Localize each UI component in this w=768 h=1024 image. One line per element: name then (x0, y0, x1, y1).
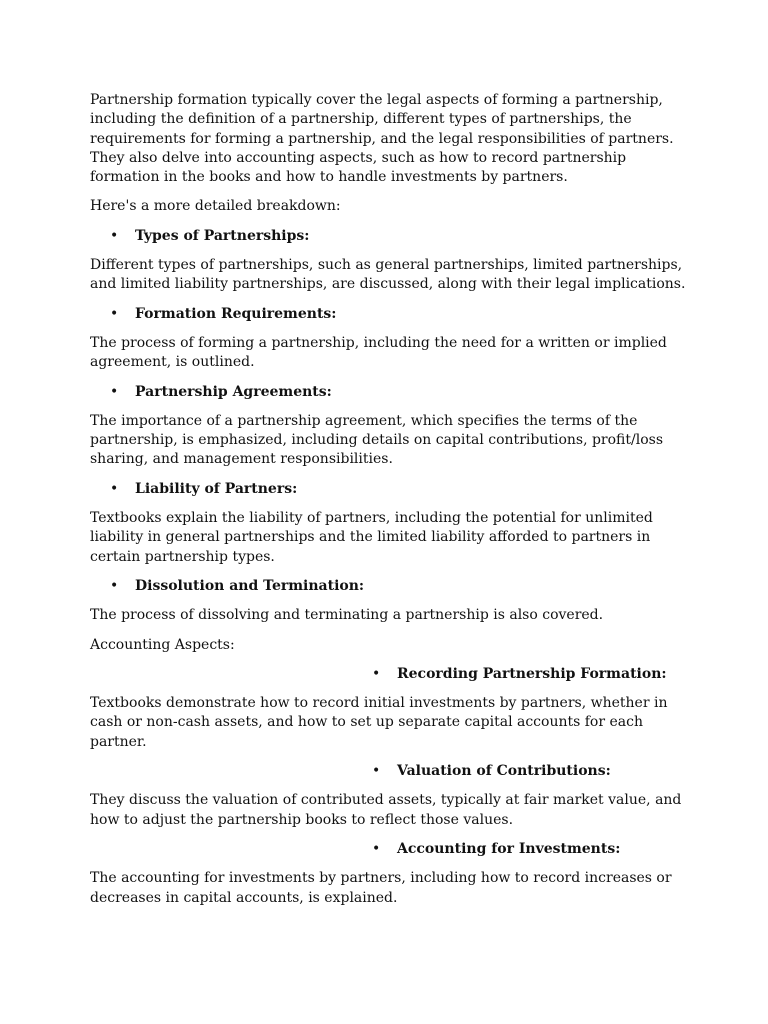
bullet-recording-formation (90, 665, 690, 684)
bullet-dissolution-termination (90, 577, 690, 596)
accounting-aspects-heading: Accounting Aspects: (90, 636, 235, 653)
bullet-icon: • (372, 840, 381, 857)
types-paragraph: Different types of partnerships, such as general partnerships, limited partnerships, and limited liability partnerships, are discussed, along with their legal implications. (90, 257, 686, 293)
intro-paragraph: Partnership formation typically cover the legal aspects of forming a partnership, including the definition of a partnership, different types of partnerships, the requirements for forming a partnership, and the legal responsibilities of partners. They also delve into accounting aspects, such as how to record partnership formation in the books and how to handle investments by partners. (90, 92, 674, 186)
bullet-icon: • (110, 383, 119, 400)
bullet-label: Accounting for Investments: (397, 840, 621, 857)
bullet-icon: • (372, 763, 381, 780)
bullet-label: Valuation of Contributions: (397, 763, 611, 780)
bullet-icon: • (110, 305, 119, 322)
bullet-formation-requirements (90, 305, 690, 324)
bullet-label: Recording Partnership Formation: (397, 665, 667, 682)
bullet-label: Types of Partnerships: (135, 227, 310, 244)
bullet-icon: • (372, 665, 381, 682)
document-page (90, 91, 690, 918)
valuation-paragraph: They discuss the valuation of contributed assets, typically at fair market value, and how to adjust the partnership books to reflect those values. (90, 792, 682, 828)
liability-paragraph: Textbooks explain the liability of partners, including the potential for unlimited liability in general partnerships and the limited liability afforded to partners in certain partnership types. (90, 510, 653, 565)
bullet-icon: • (110, 480, 119, 497)
bullet-label: Liability of Partners: (135, 480, 298, 497)
formation-paragraph: The process of forming a partnership, including the need for a written or implied agreement, is outlined. (90, 334, 667, 371)
bullet-label: Dissolution and Termination: (135, 577, 365, 594)
bullet-partnership-agreements (90, 383, 690, 402)
investments-paragraph: The accounting for investments by partners, including how to record increases or decreases in capital accounts, is explained. (90, 870, 672, 906)
recording-paragraph: Textbooks demonstrate how to record initial investments by partners, whether in cash or non-cash assets, and how to set up separate capital accounts for each partner. (90, 695, 668, 750)
dissolution-paragraph: The process of dissolving and terminating a partnership is also covered. (90, 607, 604, 624)
bullet-label: Formation Requirements: (135, 305, 337, 322)
agreements-paragraph: The importance of a partnership agreement, which specifies the terms of the partnership, is emphasized, including details on capital contributions, profit/loss sharing, and management responsibilities. (90, 412, 664, 468)
bullet-liability-of-partners (90, 480, 690, 499)
bullet-icon: • (110, 227, 119, 244)
bullet-label: Partnership Agreements: (135, 383, 332, 400)
bullet-valuation-contributions (90, 762, 690, 781)
bullet-icon: • (110, 577, 119, 594)
breakdown-heading: Here's a more detailed breakdown: (90, 198, 341, 215)
bullet-accounting-investments (90, 840, 690, 859)
bullet-types-of-partnerships (90, 227, 690, 246)
